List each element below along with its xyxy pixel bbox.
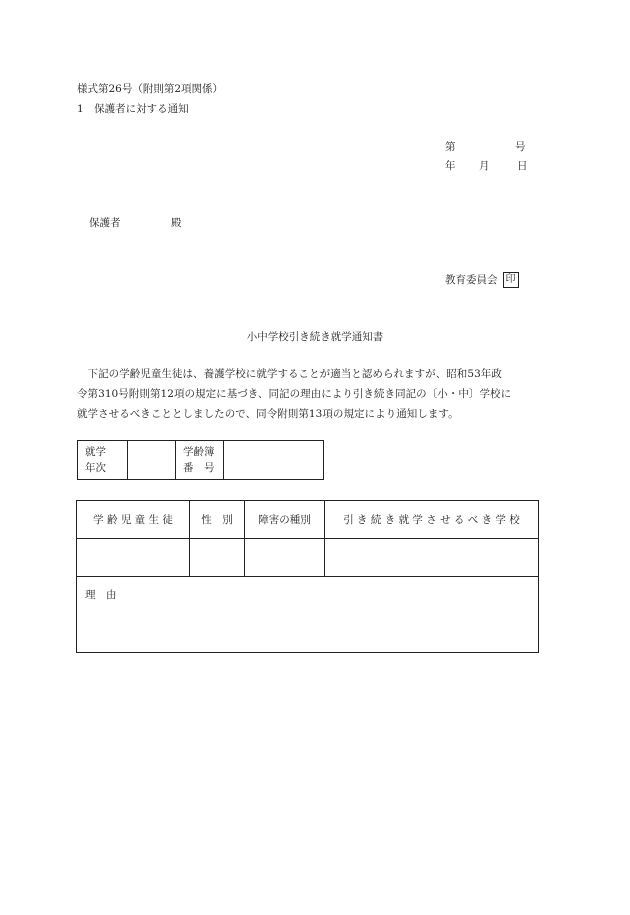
body-line: 令第310号附則第12項の規定に基づき、同記の理由により引き続き同記の〔小・中〕学校に bbox=[77, 388, 512, 400]
school-year-label: 就学 bbox=[85, 446, 106, 458]
seal-stamp: 印 bbox=[503, 272, 519, 288]
number-dai-label: 第 bbox=[445, 141, 456, 153]
guardian-label: 保護者 bbox=[89, 217, 121, 229]
student-name-header: 学 齢 児 童 生 徒 bbox=[77, 501, 190, 539]
register-number-label: 学齢簿 bbox=[183, 446, 215, 458]
date-year-label: 年 bbox=[445, 160, 456, 172]
body-paragraph bbox=[77, 364, 547, 424]
issuer bbox=[445, 272, 519, 288]
disability-type-header: 障害の種別 bbox=[245, 501, 325, 539]
number-go-label: 号 bbox=[515, 141, 526, 153]
form-number: 様式第26号（附則第2項関係） bbox=[77, 83, 224, 95]
register-number-label-cell bbox=[176, 441, 224, 480]
table-row bbox=[77, 539, 539, 577]
student-name-cell bbox=[77, 539, 190, 577]
honorific-label: 殿 bbox=[171, 217, 182, 229]
disability-type-cell bbox=[245, 539, 325, 577]
reason-label: 理 由 bbox=[85, 589, 117, 601]
gender-header: 性 別 bbox=[190, 501, 245, 539]
student-details-table bbox=[76, 500, 539, 653]
addressee bbox=[89, 215, 182, 230]
reason-row bbox=[77, 577, 539, 653]
reason-cell bbox=[77, 577, 539, 653]
continuing-school-cell bbox=[325, 539, 539, 577]
date-month-label: 月 bbox=[479, 160, 490, 172]
enrollment-info-table bbox=[77, 440, 324, 480]
body-line: 下記の学齢児童生徒は、養護学校に就学することが適当と認められますが、昭和53年政 bbox=[77, 368, 502, 380]
document-title: 小中学校引き続き就学通知書 bbox=[246, 331, 384, 343]
register-number-label: 番 号 bbox=[183, 462, 215, 474]
gender-cell bbox=[190, 539, 245, 577]
issuer-name: 教育委員会 bbox=[445, 274, 498, 286]
continuing-school-header: 引 き 続 き 就 学 さ せ る べ き 学 校 bbox=[325, 501, 539, 539]
school-year-value-cell bbox=[128, 441, 176, 480]
table-header-row bbox=[77, 501, 539, 539]
body-line: 就学させるべきこととしましたので、同令附則第13項の規定により通知します。 bbox=[77, 408, 459, 420]
school-year-label-cell bbox=[78, 441, 128, 480]
date-day-label: 日 bbox=[517, 160, 528, 172]
school-year-label: 年次 bbox=[85, 462, 106, 474]
section-heading: 1 保護者に対する通知 bbox=[77, 103, 189, 115]
register-number-value-cell bbox=[224, 441, 324, 480]
